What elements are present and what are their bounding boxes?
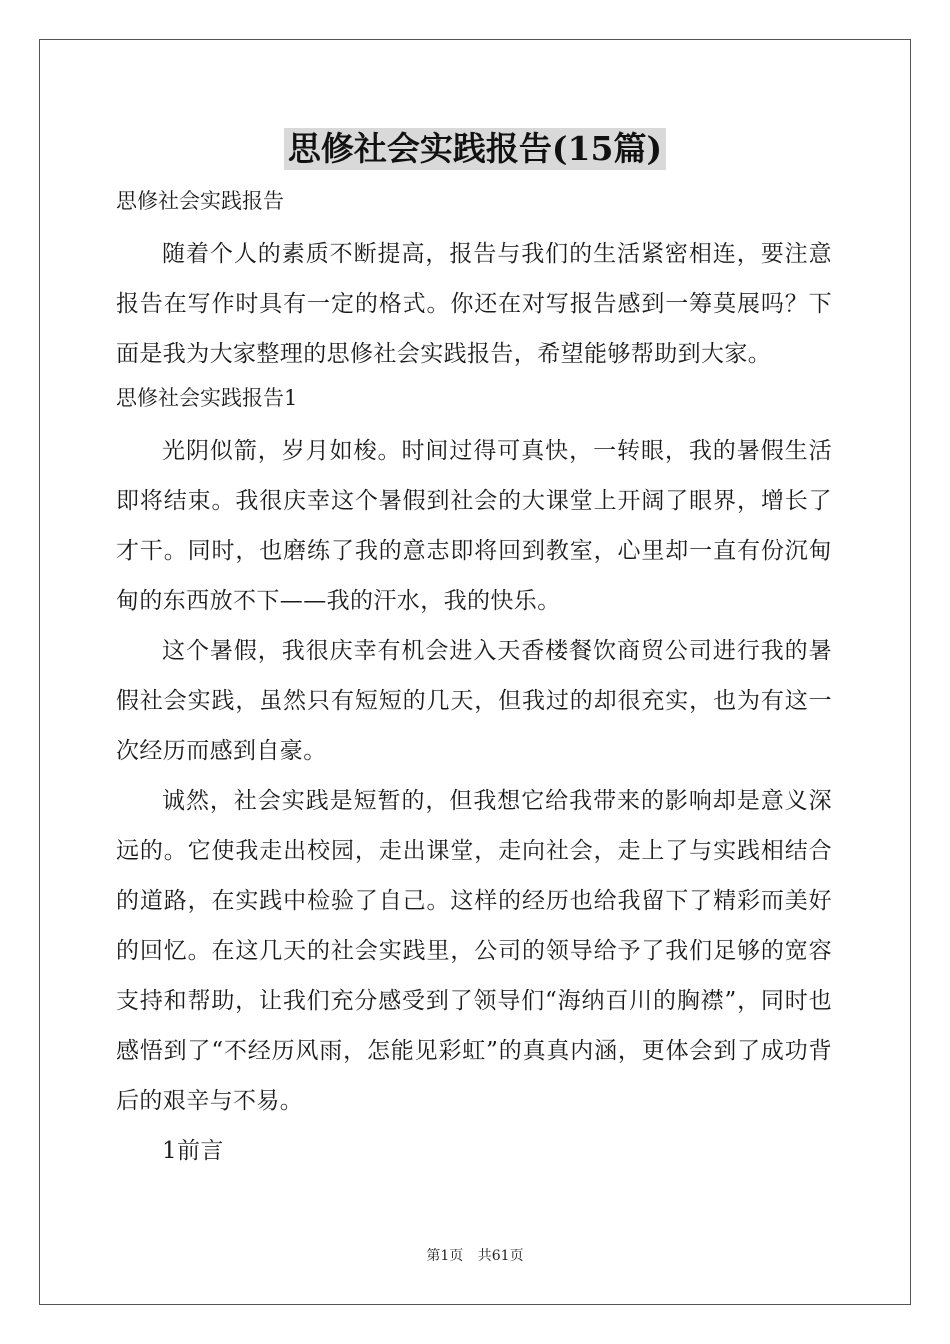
spacer: [116, 220, 832, 229]
page-footer: [0, 1245, 950, 1265]
document-subtitle: 思修社会实践报告: [116, 189, 284, 213]
body-paragraph: 诚然，社会实践是短暂的，但我想它给我带来的影响却是意义深远的。它使我走出校园，走出课堂，走向社会，走上了与实践相结合的道路，在实践中检验了自己。这样的经历也给我留下了精彩而美好的回忆。在这几天的社会实践里，公司的领导给予了我们足够的宽容支持和帮助，让我们充分感受到了领导们“海纳百川的胸襟”，同时也感悟到了“不经历风雨，怎能见彩虹”的真真内涵，更体会到了成功背后的艰辛与不易。: [116, 788, 832, 1114]
document-title: 思修社会实践报告(15篇): [284, 128, 666, 170]
intro-paragraph: 随着个人的素质不断提高，报告与我们的生活紧密相连，要注意报告在写作时具有一定的格式。你还在对写报告感到一筹莫展吗？下面是我为大家整理的思修社会实践报告，希望能够帮助到大家。: [116, 241, 832, 367]
document-body: [116, 182, 832, 1176]
spacer: [116, 417, 832, 426]
document-title-wrap: [0, 128, 950, 170]
section-heading: 思修社会实践报告1: [116, 386, 298, 410]
page-total: 共61页: [477, 1248, 524, 1264]
page-number: 第1页: [426, 1248, 464, 1264]
body-paragraph: 光阴似箭，岁月如梭。时间过得可真快，一转眼，我的暑假生活即将结束。我很庆幸这个暑假到社会的大课堂上开阔了眼界，增长了才干。同时，也磨练了我的意志即将回到教室，心里却一直有份沉甸甸的东西放不下——我的汗水，我的快乐。: [116, 438, 832, 614]
body-paragraph: 这个暑假，我很庆幸有机会进入天香楼餐饮商贸公司进行我的暑假社会实践，虽然只有短短的几天，但我过的却很充实，也为有这一次经历而感到自豪。: [116, 638, 832, 764]
numbered-heading: 1前言: [162, 1138, 224, 1164]
